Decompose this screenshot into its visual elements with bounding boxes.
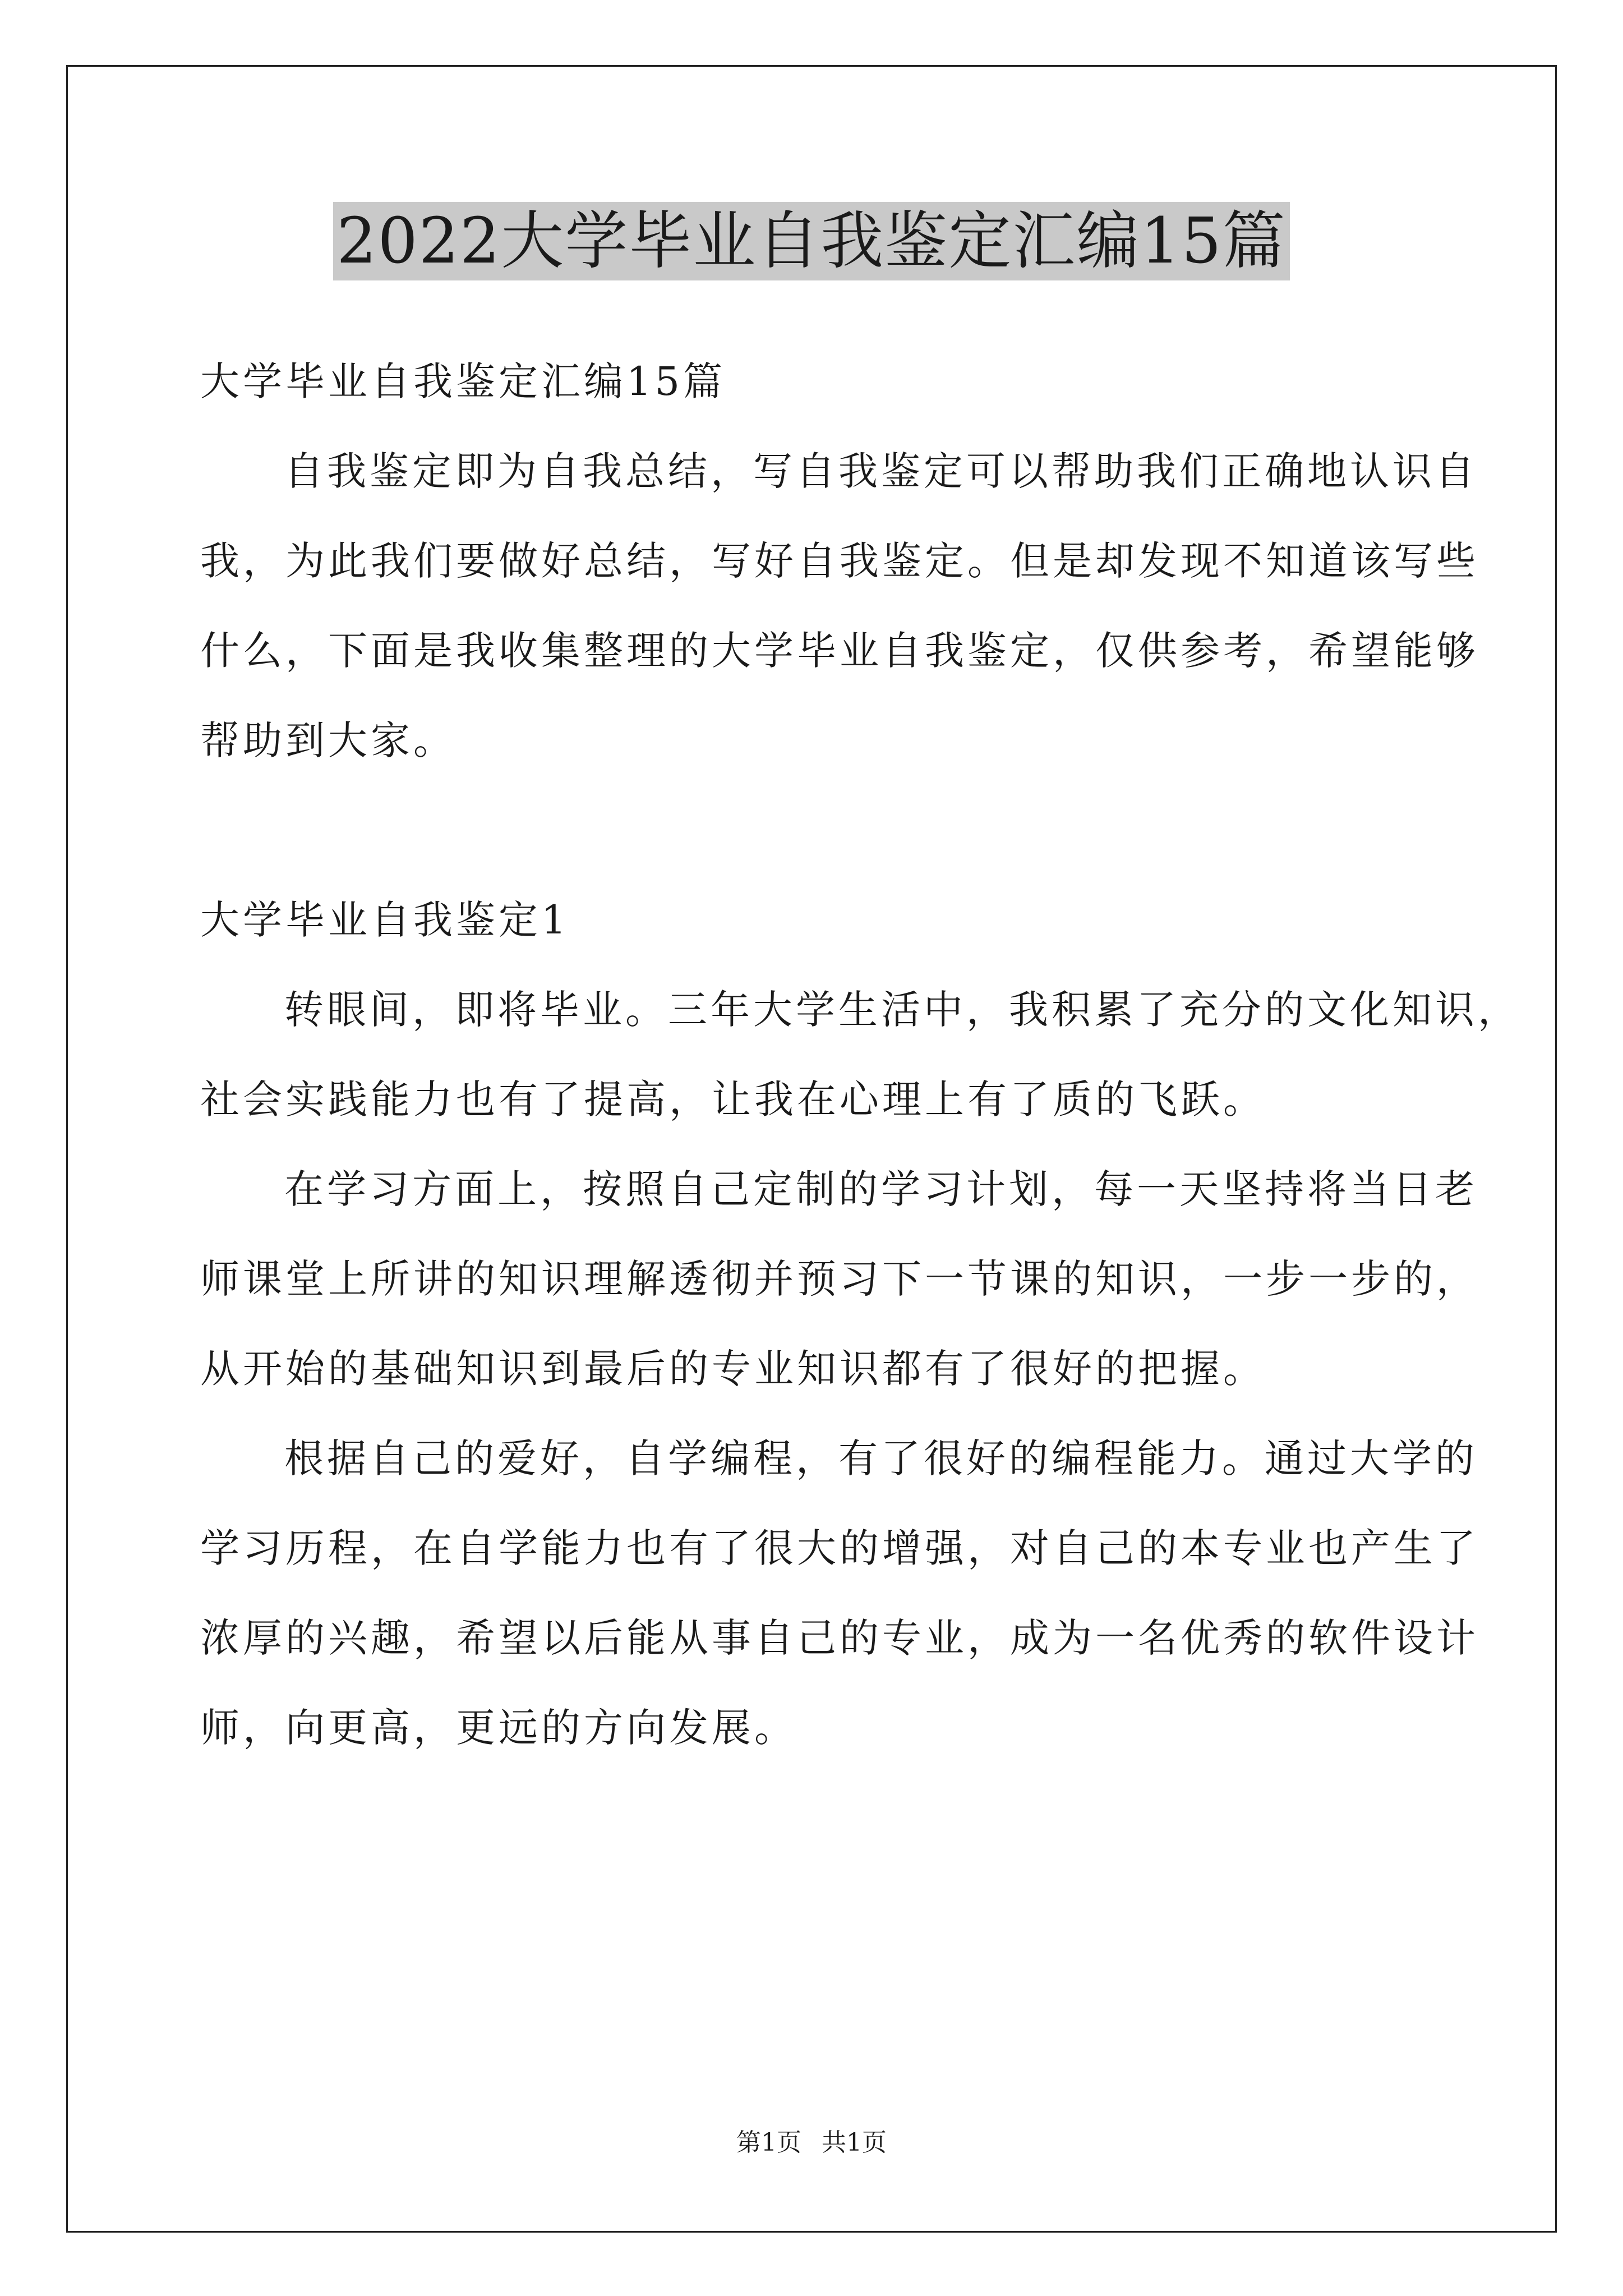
document-body <box>200 337 1520 1773</box>
paragraph2-line-3: 从开始的基础知识到最后的专业知识都有了很好的把握。 <box>200 1346 1266 1392</box>
paragraph3-line-1: 根据自己的爱好，自学编程，有了很好的编程能力。通过大学的 <box>284 1435 1478 1481</box>
document-title: 2022大学毕业自我鉴定汇编15篇 <box>333 202 1290 280</box>
section-gap <box>200 785 1451 875</box>
paragraph2-line-1: 在学习方面上，按照自己定制的学习计划，每一天坚持将当日老 <box>284 1166 1478 1212</box>
paragraph3-line-3: 浓厚的兴趣，希望以后能从事自己的专业，成为一名优秀的软件设计 <box>200 1615 1479 1661</box>
section-heading: 大学毕业自我鉴定1 <box>200 897 570 943</box>
paragraph2-line-2: 师课堂上所讲的知识理解透彻并预习下一节课的知识，一步一步的， <box>200 1256 1479 1302</box>
intro-line-1: 自我鉴定即为自我总结，写自我鉴定可以帮助我们正确地认识自 <box>284 448 1478 494</box>
paragraph3-line-4: 师，向更高，更远的方向发展。 <box>200 1705 797 1751</box>
intro-line-2: 我，为此我们要做好总结，写好自我鉴定。但是却发现不知道该写些 <box>200 538 1479 584</box>
paragraph1-line-2: 社会实践能力也有了提高，让我在心理上有了质的飞跃。 <box>200 1076 1266 1122</box>
intro-line-3: 什么，下面是我收集整理的大学毕业自我鉴定，仅供参考，希望能够 <box>200 628 1479 674</box>
title-container <box>0 202 1623 280</box>
page-footer: 第1页 共1页 <box>736 2128 887 2157</box>
paragraph3-line-2: 学习历程，在自学能力也有了很大的增强，对自己的本专业也产生了 <box>200 1525 1479 1571</box>
document-subtitle: 大学毕业自我鉴定汇编15篇 <box>200 358 726 404</box>
intro-line-4: 帮助到大家。 <box>200 717 456 763</box>
paragraph1-line-1: 转眼间，即将毕业。三年大学生活中，我积累了充分的文化知识， <box>284 987 1520 1033</box>
